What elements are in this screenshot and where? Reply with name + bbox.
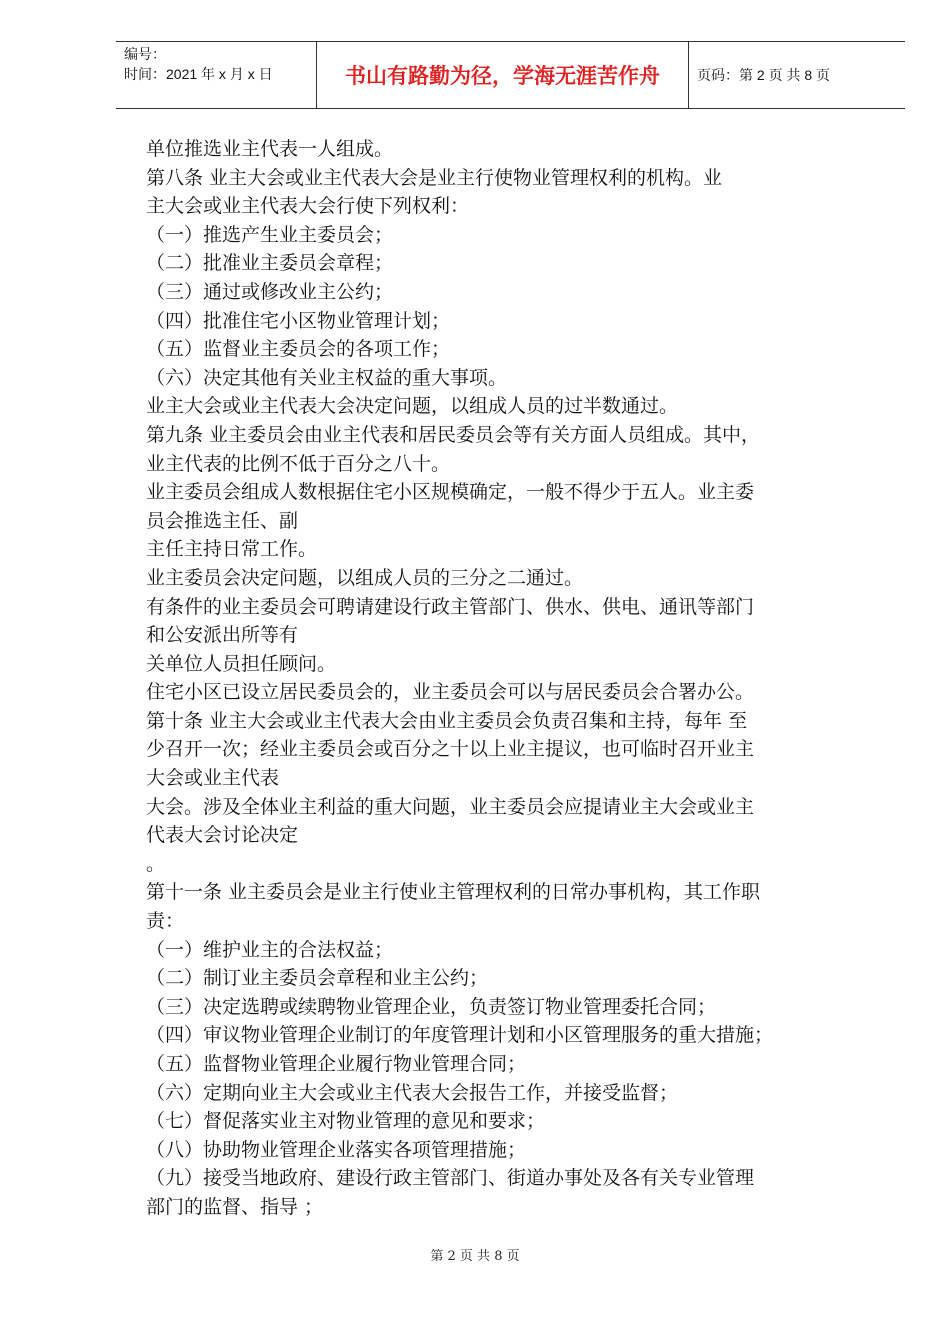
body-line: （三）决定选聘或续聘物业管理企业，负责签订物业管理委托合同；	[146, 995, 717, 1018]
body-line: （一）推选产生业主委员会；	[146, 223, 394, 246]
body-line: （七）督促落实业主对物业管理的意见和要求；	[146, 1110, 546, 1133]
body-line: （二）批准业主委员会章程；	[146, 252, 394, 275]
body-line: 业主委员会决定问题，以组成人员的三分之二通过。	[146, 566, 584, 589]
body-line: （二）制订业主委员会章程和业主公约；	[146, 967, 489, 990]
body-line: 。	[146, 852, 166, 875]
body-line: 员会推选主任、副	[146, 509, 299, 532]
body-line: 第九条 业主委员会由业主代表和居民委员会等有关方面人员组成。其中，	[146, 423, 761, 446]
time-label: 时间：2021 年 x 月 x 日	[124, 66, 273, 82]
body-line: （六）定期向业主大会或业主代表大会报告工作，并接受监督；	[146, 1081, 679, 1104]
body-line: （三）通过或修改业主公约；	[146, 280, 394, 303]
body-line: （六）决定其他有关业主权益的重大事项。	[146, 366, 508, 389]
body-line: （九）接受当地政府、建设行政主管部门、街道办事处及各有关专业管理	[146, 1167, 755, 1190]
body-line: 单位推选业主代表一人组成。	[146, 138, 394, 160]
body-line: 业主代表的比例不低于百分之八十。	[146, 452, 451, 475]
body-line: 主大会或业主代表大会行使下列权利：	[146, 195, 470, 218]
body-line: 部门的监督、指导 ；	[146, 1195, 324, 1218]
document-body	[146, 135, 881, 1222]
body-line: 责：	[146, 910, 185, 933]
body-line: 少召开一次；经业主委员会或百分之十以上业主提议，也可临时召开业主	[146, 738, 755, 761]
header-motto: 书山有路勤为径，学海无涯苦作舟	[316, 42, 689, 108]
body-line: 关单位人员担任顾问。	[146, 652, 337, 675]
header-meta	[116, 42, 316, 108]
body-line: 第八条 业主大会或业主代表大会是业主行使物业管理权利的机构。业	[146, 166, 723, 189]
serial-label: 编号：	[124, 46, 166, 62]
body-line: 有条件的业主委员会可聘请建设行政主管部门、供水、供电、通讯等部门	[146, 595, 755, 618]
body-line: 和公安派出所等有	[146, 624, 299, 647]
body-line: （四）批准住宅小区物业管理计划；	[146, 309, 451, 332]
body-line: 业主委员会组成人数根据住宅小区规模确定，一般不得少于五人。业主委	[146, 481, 755, 504]
body-line: 业主大会或业主代表大会决定问题，以组成人员的过半数通过。	[146, 395, 679, 418]
body-line: 主任主持日常工作。	[146, 538, 318, 561]
body-line: 大会。涉及全体业主利益的重大问题，业主委员会应提请业主大会或业主	[146, 795, 755, 818]
body-line: 代表大会讨论决定	[146, 824, 299, 847]
body-line: （八）协助物业管理企业落实各项管理措施；	[146, 1138, 527, 1161]
body-line: （一）维护业主的合法权益；	[146, 938, 394, 961]
body-line: （五）监督物业管理企业履行物业管理合同；	[146, 1053, 527, 1075]
body-line: （四）审议物业管理企业制订的年度管理计划和小区管理服务的重大措施；	[146, 1024, 774, 1047]
page-header	[116, 41, 905, 109]
header-page-info: 页码：第 2 页 共 8 页	[697, 67, 831, 83]
body-line: 大会或业主代表	[146, 767, 280, 790]
body-line: 住宅小区已设立居民委员会的，业主委员会可以与居民委员会合署办公。	[146, 681, 755, 704]
body-line: 第十条 业主大会或业主代表大会由业主委员会负责召集和主持，每年 至	[146, 709, 748, 732]
page-footer: 第 2 页 共 8 页	[430, 1249, 520, 1264]
body-line: 第十一条 业主委员会是业主行使业主管理权利的日常办事机构，其工作职	[146, 881, 761, 904]
body-line: （五）监督业主委员会的各项工作；	[146, 338, 451, 361]
